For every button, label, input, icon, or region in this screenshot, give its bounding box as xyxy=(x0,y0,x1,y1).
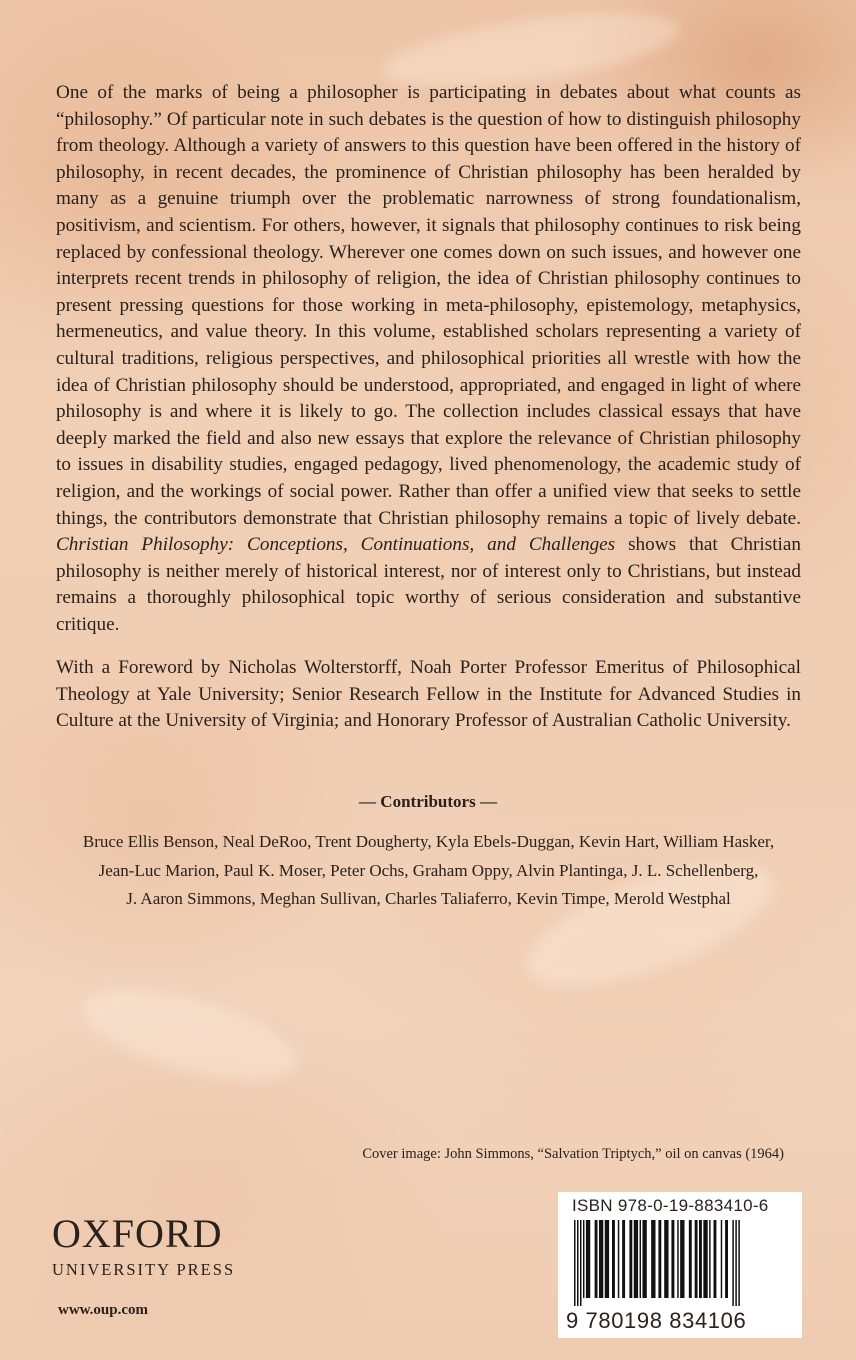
barcode-bar xyxy=(651,1220,655,1298)
barcode-guard-bar xyxy=(574,1220,576,1306)
barcode-bar xyxy=(703,1220,707,1298)
barcode-bar xyxy=(677,1220,678,1298)
barcode-bar xyxy=(634,1220,638,1298)
publisher-logo xyxy=(52,1212,264,1280)
barcode-bar xyxy=(599,1220,603,1298)
barcode-guard-bar xyxy=(738,1220,740,1306)
barcode-guard-bar xyxy=(580,1220,582,1306)
publisher-subname: UNIVERSITY PRESS xyxy=(52,1260,236,1279)
description-text: One of the marks of being a philosopher is participating in debates about what counts as “philosophy.” Of particular note in such debates is the question of how to distinguish philosophy from theology. Although a variety of answers to this question have been offered in the history of philosophy, in recent decades, the prominence of Christian philosophy has been heralded by many as a genuine triumph over the problematic narrowness of strong foundationalism, positivism, and scientism. For others, however, it signals that philosophy continues to risk being replaced by confessional theology. Wherever one comes down on such issues, and however one interprets recent trends in philosophy of religion, the idea of Christian philosophy continues to present pressing questions for those working in meta-philosophy, epistemology, metaphysics, hermeneutics, and value theory. In this volume, established scholars representing a variety of cultural traditions, religious perspectives, and philosophical priorities all wrestle with how the idea of Christian philosophy should be understood, appropriated, and engaged in light of where philosophy is and where it is likely to go. The collection includes classical essays that have deeply marked the field and also new essays that explore the relevance of Christian philosophy to issues in disability studies, engaged pedagogy, lived phenomenology, the academic study of religion, and the workings of social power. Rather than offer a unified view that seeks to settle things, the contributors demonstrate that Christian philosophy remains a topic of lively debate. xyxy=(56,82,801,529)
barcode-bar xyxy=(640,1220,641,1298)
isbn-barcode xyxy=(558,1192,802,1338)
barcode-bar xyxy=(605,1220,609,1298)
isbn-label: ISBN 978-0-19-883410-6 xyxy=(572,1196,769,1215)
barcode-bar xyxy=(680,1220,684,1298)
barcode-bar xyxy=(629,1220,632,1298)
barcode-bar xyxy=(595,1220,598,1298)
barcode-bar xyxy=(721,1220,722,1298)
description-text-end: shows that Christian philosophy is neither merely of historical interest, nor of interest only to Christians, but instead remains a thoroughly philosophical topic worthy of serious consideration and substantive critique. xyxy=(56,534,801,635)
publisher-website: www.oup.com xyxy=(58,1302,149,1318)
contributors-heading: — Contributors — xyxy=(359,792,497,811)
barcode-bar xyxy=(725,1220,728,1298)
barcode-bar xyxy=(664,1220,668,1298)
barcode-guard-bar xyxy=(732,1220,734,1306)
barcode-bar xyxy=(583,1220,584,1298)
barcode-bar xyxy=(689,1220,692,1298)
cover-image-credit: Cover image: John Simmons, “Salvation Triptych,” oil on canvas (1964) xyxy=(362,1146,784,1162)
barcode-digits: 9 780198 834106 xyxy=(566,1308,747,1333)
barcode-bar xyxy=(642,1220,646,1298)
barcode-bar xyxy=(586,1220,590,1298)
contributors-list xyxy=(56,828,801,914)
barcode-bar xyxy=(618,1220,619,1298)
publisher-name: OXFORD xyxy=(52,1211,223,1256)
barcode-bar xyxy=(612,1220,615,1298)
background-texture xyxy=(75,973,306,1098)
description-paragraph xyxy=(56,80,801,638)
barcode-bar xyxy=(714,1220,717,1298)
contributors-line: J. Aaron Simmons, Meghan Sullivan, Charles Taliaferro, Kevin Timpe, Merold Westphal xyxy=(126,889,731,909)
barcode-bar xyxy=(622,1220,625,1298)
barcode-guard-bar xyxy=(577,1220,579,1306)
contributors-line: Bruce Ellis Benson, Neal DeRoo, Trent Dougherty, Kyla Ebels-Duggan, Kevin Hart, William Hasker, xyxy=(82,832,775,851)
book-description xyxy=(56,80,801,638)
barcode-bar xyxy=(671,1220,674,1298)
barcode-bar xyxy=(709,1220,710,1298)
barcode-bar xyxy=(658,1220,661,1298)
foreword-note: With a Foreword by Nicholas Wolterstorff, Noah Porter Professor Emeritus of Philosophical Theology at Yale University; Senior Research Fellow in the Institute for Advanced Studies in Culture at the University of Virginia; and Honorary Professor of Australian Catholic University. xyxy=(56,657,801,732)
barcode-bar xyxy=(695,1220,698,1298)
barcode-bars xyxy=(568,1220,792,1306)
barcode-bar xyxy=(699,1220,702,1298)
barcode-guard-bar xyxy=(735,1220,737,1306)
book-title: Christian Philosophy: Conceptions, Continuations, and Challenges xyxy=(56,534,616,556)
contributors-line: Jean-Luc Marion, Paul K. Moser, Peter Ochs, Graham Oppy, Alvin Plantinga, J. L. Schellenberg, xyxy=(98,860,759,880)
